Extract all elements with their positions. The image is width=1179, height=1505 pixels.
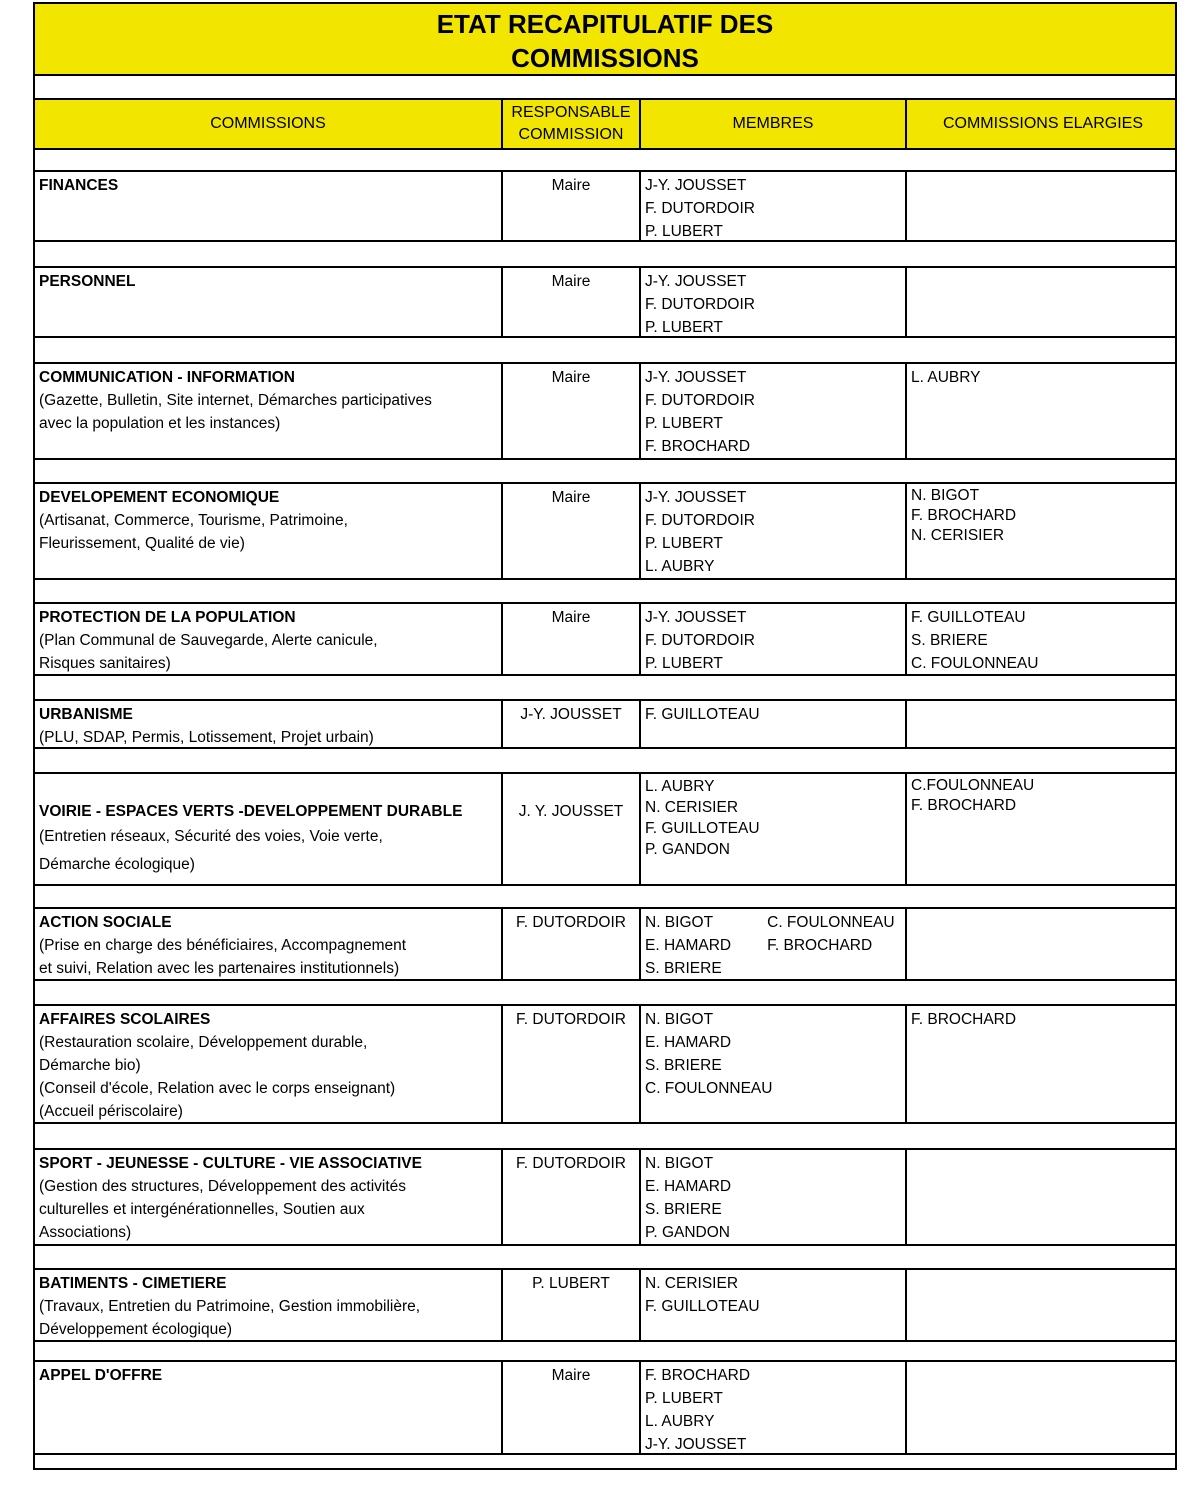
membres-cell (639, 1362, 905, 1453)
commission-description: avec la population et les instances) (39, 415, 281, 432)
membre-name: P. LUBERT (645, 223, 723, 240)
responsable-cell (501, 701, 639, 747)
commission-row (35, 1360, 1175, 1455)
commission-name: SPORT - JEUNESSE - CULTURE - VIE ASSOCIATIVE (39, 1155, 422, 1172)
membre-name: P. LUBERT (645, 415, 723, 432)
membre-name: N. CERISIER (645, 1275, 739, 1292)
responsable-cell (501, 774, 639, 884)
commission-name: DEVELOPEMENT ECONOMIQUE (39, 489, 280, 506)
commission-cell (35, 1006, 501, 1122)
commission-description: Développement écologique) (39, 1321, 233, 1338)
commission-name: ACTION SOCIALE (39, 914, 172, 931)
commission-row (35, 266, 1175, 338)
responsable-cell (501, 604, 639, 674)
commission-cell (35, 604, 501, 674)
membre-name: F. BROCHARD (645, 438, 751, 455)
commission-description: Associations) (39, 1224, 132, 1241)
commission-name: APPEL D'OFFRE (39, 1367, 163, 1384)
header-row (35, 98, 1175, 150)
commission-name: URBANISME (39, 706, 133, 723)
membres-cell (639, 268, 905, 336)
elargies-cell (905, 604, 1179, 674)
responsable-name: Maire (551, 369, 591, 386)
membre-name: P. LUBERT (645, 1390, 723, 1407)
membre-name: P. LUBERT (645, 319, 723, 336)
commission-cell (35, 484, 501, 578)
responsable-name: J-Y. JOUSSET (520, 706, 622, 723)
elargies-cell (905, 1150, 1179, 1244)
responsable-cell (501, 364, 639, 458)
membres-cell (639, 1150, 905, 1244)
elargie-name: F. GUILLOTEAU (911, 609, 1026, 626)
commission-row (35, 170, 1175, 242)
elargie-name: S. BRIERE (911, 632, 988, 649)
elargies-cell (905, 701, 1179, 747)
responsable-name: F. DUTORDOIR (516, 1011, 626, 1028)
membre-name: S. BRIERE (645, 1201, 722, 1218)
membre-name: E. HAMARD (645, 937, 732, 954)
membre-name: S. BRIERE (645, 1057, 722, 1074)
membres-cell (639, 604, 905, 674)
title-line-2: COMMISSIONS (511, 43, 699, 73)
membres-cell (639, 364, 905, 458)
membre-name: J-Y. JOUSSET (645, 273, 747, 290)
responsable-name: Maire (551, 609, 591, 626)
commission-description: (PLU, SDAP, Permis, Lotissement, Projet urbain) (39, 729, 374, 746)
commission-cell (35, 1362, 501, 1453)
commission-row (35, 482, 1175, 580)
membre-name: N. BIGOT (645, 1155, 714, 1172)
responsable-cell (501, 1270, 639, 1340)
commission-row (35, 602, 1175, 676)
elargies-cell (905, 1270, 1179, 1340)
membre-name: F. GUILLOTEAU (645, 1298, 760, 1315)
commission-row (35, 699, 1175, 749)
elargies-cell (905, 268, 1179, 336)
commission-row (35, 362, 1175, 460)
membre-name: E. HAMARD (645, 1178, 732, 1195)
commission-cell (35, 1150, 501, 1244)
membre-name: F. GUILLOTEAU (645, 820, 760, 837)
membre-name: N. BIGOT (645, 1011, 714, 1028)
responsable-cell (501, 1150, 639, 1244)
membre-name: F. DUTORDOIR (645, 392, 755, 409)
responsable-cell (501, 268, 639, 336)
commission-cell (35, 268, 501, 336)
commission-description: (Conseil d'école, Relation avec le corps enseignant) (39, 1080, 396, 1097)
membres-cell (639, 484, 905, 578)
responsable-name: Maire (551, 273, 591, 290)
commission-description: (Plan Communal de Sauvegarde, Alerte canicule, (39, 632, 378, 649)
commission-description: Risques sanitaires) (39, 655, 171, 672)
membres-cell (639, 774, 905, 884)
commission-row (35, 1268, 1175, 1342)
membre-name: F. DUTORDOIR (645, 512, 755, 529)
membre-name: F. BROCHARD (645, 1367, 751, 1384)
elargies-cell (905, 774, 1179, 884)
membre-name: F. GUILLOTEAU (645, 706, 760, 723)
membres-cell (639, 1006, 905, 1122)
elargies-cell (905, 172, 1179, 240)
commission-description: (Prise en charge des bénéficiaires, Accompagnement (39, 937, 407, 954)
commissions-sheet (33, 2, 1177, 1470)
membre-name: E. HAMARD (645, 1034, 732, 1051)
commission-cell (35, 1270, 501, 1340)
commission-description: (Gestion des structures, Développement des activités (39, 1178, 407, 1195)
membres-cell (639, 909, 905, 979)
membre-name: P. GANDON (645, 1224, 730, 1241)
responsable-name: F. DUTORDOIR (516, 1155, 626, 1172)
commission-cell (35, 364, 501, 458)
membre-name: C. FOULONNEAU (767, 914, 895, 931)
commission-name: PERSONNEL (39, 273, 136, 290)
commission-cell (35, 909, 501, 979)
commission-description: Fleurissement, Qualité de vie) (39, 535, 245, 552)
elargie-name: C.FOULONNEAU (911, 777, 1035, 794)
commission-name: COMMUNICATION - INFORMATION (39, 369, 295, 386)
sheet-title (35, 4, 1175, 76)
header-elargies: COMMISSIONS ELARGIES (905, 100, 1179, 148)
membre-name: P. GANDON (645, 841, 730, 858)
elargie-name: F. BROCHARD (911, 1011, 1017, 1028)
commission-description: (Gazette, Bulletin, Site internet, Démarches participatives (39, 392, 432, 409)
responsable-cell (501, 484, 639, 578)
membre-name: P. LUBERT (645, 655, 723, 672)
membre-name: F. DUTORDOIR (645, 296, 755, 313)
elargies-cell (905, 484, 1179, 578)
membre-name: J-Y. JOUSSET (645, 177, 747, 194)
membre-name: F. DUTORDOIR (645, 200, 755, 217)
header-responsable: RESPONSABLE COMMISSION (501, 100, 639, 148)
membre-name: N. CERISIER (645, 799, 739, 816)
commission-description: Démarche écologique) (39, 856, 195, 873)
membres-cell (639, 172, 905, 240)
membre-name: C. FOULONNEAU (645, 1080, 773, 1097)
commission-description: (Entretien réseaux, Sécurité des voies, Voie verte, (39, 828, 383, 845)
elargie-name: C. FOULONNEAU (911, 655, 1039, 672)
elargie-name: F. BROCHARD (911, 797, 1017, 814)
elargies-cell (905, 909, 1179, 979)
commission-name: PROTECTION DE LA POPULATION (39, 609, 296, 626)
commission-description: (Restauration scolaire, Développement durable, (39, 1034, 368, 1051)
commission-cell (35, 701, 501, 747)
membre-name: L. AUBRY (645, 1413, 715, 1430)
elargie-name: F. BROCHARD (911, 507, 1017, 524)
membre-name: J-Y. JOUSSET (645, 489, 747, 506)
commission-description: et suivi, Relation avec les partenaires institutionnels) (39, 960, 400, 977)
commission-name: BATIMENTS - CIMETIERE (39, 1275, 227, 1292)
membre-name: F. BROCHARD (767, 937, 873, 954)
commission-description: (Accueil périscolaire) (39, 1103, 183, 1120)
membre-name: J-Y. JOUSSET (645, 369, 747, 386)
membre-name: J-Y. JOUSSET (645, 1436, 747, 1453)
commission-cell (35, 172, 501, 240)
elargies-cell (905, 1006, 1179, 1122)
membre-name: J-Y. JOUSSET (645, 609, 747, 626)
commission-description: Démarche bio) (39, 1057, 141, 1074)
responsable-name: Maire (551, 489, 591, 506)
elargie-name: L. AUBRY (911, 369, 981, 386)
commission-name: AFFAIRES SCOLAIRES (39, 1011, 211, 1028)
membre-name: N. BIGOT (645, 914, 714, 931)
membre-name: S. BRIERE (645, 960, 722, 977)
membre-name: L. AUBRY (645, 558, 715, 575)
commission-description: (Travaux, Entretien du Patrimoine, Gestion immobilière, (39, 1298, 421, 1315)
responsable-name: Maire (551, 1367, 591, 1384)
commission-name: VOIRIE - ESPACES VERTS -DEVELOPPEMENT DURABLE (39, 803, 463, 820)
commission-cell (35, 774, 501, 884)
membre-name: L. AUBRY (645, 778, 715, 795)
responsable-cell (501, 1362, 639, 1453)
commission-row (35, 907, 1175, 981)
title-line-1: ETAT RECAPITULATIF DES (436, 9, 774, 39)
membre-name: F. DUTORDOIR (645, 632, 755, 649)
membre-name: P. LUBERT (645, 535, 723, 552)
responsable-name: F. DUTORDOIR (516, 914, 626, 931)
membres-cell (639, 701, 905, 747)
commission-description: culturelles et intergénérationnelles, Soutien aux (39, 1201, 365, 1218)
responsable-cell (501, 1006, 639, 1122)
header-membres: MEMBRES (639, 100, 905, 148)
header-commissions: COMMISSIONS (210, 115, 326, 132)
elargie-name: N. BIGOT (911, 487, 980, 504)
commission-name: FINANCES (39, 177, 119, 194)
elargie-name: N. CERISIER (911, 527, 1005, 544)
commission-row (35, 772, 1175, 886)
elargies-cell (905, 1362, 1179, 1453)
responsable-cell (501, 172, 639, 240)
responsable-name: P. LUBERT (532, 1275, 610, 1292)
responsable-name: Maire (551, 177, 591, 194)
commission-row (35, 1148, 1175, 1246)
membres-cell (639, 1270, 905, 1340)
commission-row (35, 1004, 1175, 1124)
responsable-cell (501, 909, 639, 979)
responsable-name: J. Y. JOUSSET (518, 803, 624, 820)
elargies-cell (905, 364, 1179, 458)
commission-description: (Artisanat, Commerce, Tourisme, Patrimoine, (39, 512, 348, 529)
